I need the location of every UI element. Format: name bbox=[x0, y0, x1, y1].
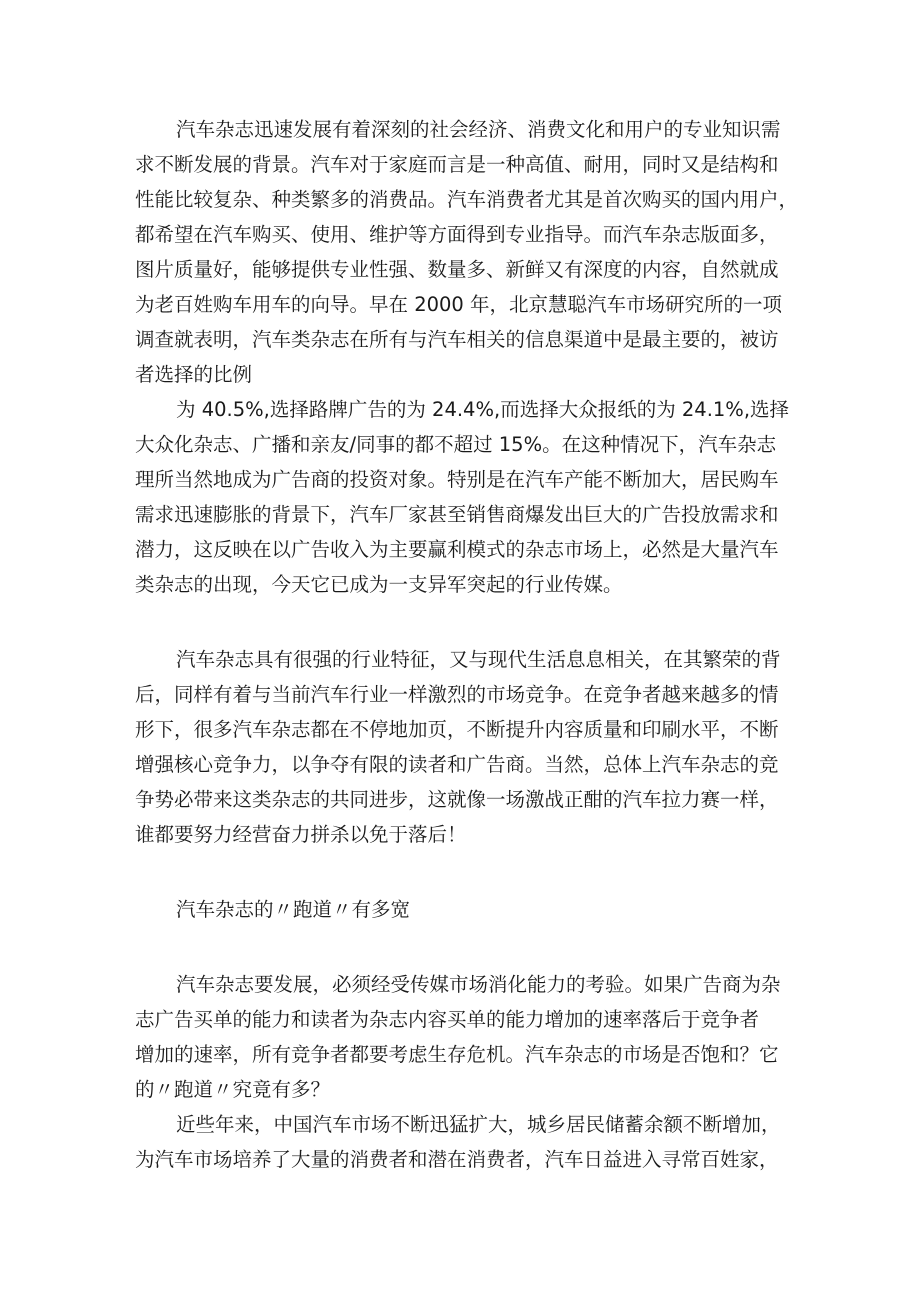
paragraph-3-line-4: 增强核心竞争力，以争夺有限的读者和广告商。当然，总体上汽车杂志的竞 bbox=[135, 753, 779, 776]
paragraph-1-line-6: 为老百姓购车用车的向导。早在 2000 年，北京慧聪汽车市场研究所的一项 bbox=[135, 293, 783, 316]
paragraph-1-line-8: 者选择的比例 bbox=[135, 363, 253, 386]
paragraph-1-line-7: 调查就表明，汽车类杂志在所有与汽车相关的信息渠道中是最主要的，被访 bbox=[135, 328, 779, 351]
paragraph-1-line-4: 都希望在汽车购买、使用、维护等方面得到专业指导。而汽车杂志版面多， bbox=[135, 223, 779, 246]
paragraph-2-line-5: 潜力，这反映在以广告收入为主要赢利模式的杂志市场上，必然是大量汽车 bbox=[135, 538, 779, 561]
paragraph-3-line-6: 谁都要努力经营奋力拼杀以免于落后！ bbox=[135, 823, 467, 846]
paragraph-1-line-1: 汽车杂志迅速发展有着深刻的社会经济、消费文化和用户的专业知识需 bbox=[176, 118, 781, 141]
paragraph-5-line-1: 近些年来，中国汽车市场不断迅猛扩大，城乡居民储蓄余额不断增加， bbox=[176, 1113, 781, 1136]
paragraph-2-line-4: 需求迅速膨胀的背景下，汽车厂家甚至销售商爆发出巨大的广告投放需求和 bbox=[135, 503, 779, 526]
paragraph-3-line-3: 形下，很多汽车杂志都在不停地加页，不断提升内容质量和印刷水平，不断 bbox=[135, 718, 779, 741]
paragraph-1-line-2: 求不断发展的背景。汽车对于家庭而言是一种高值、耐用，同时又是结构和 bbox=[135, 153, 779, 176]
paragraph-4-line-2: 志广告买单的能力和读者为杂志内容买单的能力增加的速率落后于竞争者 bbox=[135, 1008, 760, 1031]
paragraph-2-line-1: 为 40.5%,选择路牌广告的为 24.4%,而选择大众报纸的为 24.1%,选择 bbox=[176, 398, 790, 421]
section-heading: 汽车杂志的〃跑道〃有多宽 bbox=[176, 898, 411, 921]
paragraph-3-line-5: 争势必带来这类杂志的共同进步，这就像一场激战正酣的汽车拉力赛一样， bbox=[135, 788, 779, 811]
paragraph-2-line-3: 理所当然地成为广告商的投资对象。特别是在汽车产能不断加大，居民购车 bbox=[135, 468, 779, 491]
paragraph-2-line-2: 大众化杂志、广播和亲友/同事的都不超过 15%。在这种情况下，汽车杂志 bbox=[135, 433, 777, 456]
paragraph-3-line-1: 汽车杂志具有很强的行业特征，又与现代生活息息相关，在其繁荣的背 bbox=[176, 648, 781, 671]
paragraph-1-line-3: 性能比较复杂、种类繁多的消费品。汽车消费者尤其是首次购买的国内用户， bbox=[135, 188, 799, 211]
paragraph-3-line-2: 后，同样有着与当前汽车行业一样激烈的市场竞争。在竞争者越来越多的情 bbox=[135, 683, 779, 706]
paragraph-2-line-6: 类杂志的出现，今天它已成为一支异军突起的行业传媒。 bbox=[135, 573, 623, 596]
paragraph-4-line-1: 汽车杂志要发展，必须经受传媒市场消化能力的考验。如果广告商为杂 bbox=[176, 973, 781, 996]
paragraph-1-line-5: 图片质量好，能够提供专业性强、数量多、新鲜又有深度的内容，自然就成 bbox=[135, 258, 779, 281]
paragraph-5-line-2: 为汽车市场培养了大量的消费者和潜在消费者，汽车日益进入寻常百姓家， bbox=[135, 1148, 779, 1171]
paragraph-4-line-4: 的〃跑道〃究竟有多？ bbox=[135, 1078, 331, 1101]
paragraph-4-line-3: 增加的速率，所有竞争者都要考虑生存危机。汽车杂志的市场是否饱和？它 bbox=[135, 1043, 779, 1066]
